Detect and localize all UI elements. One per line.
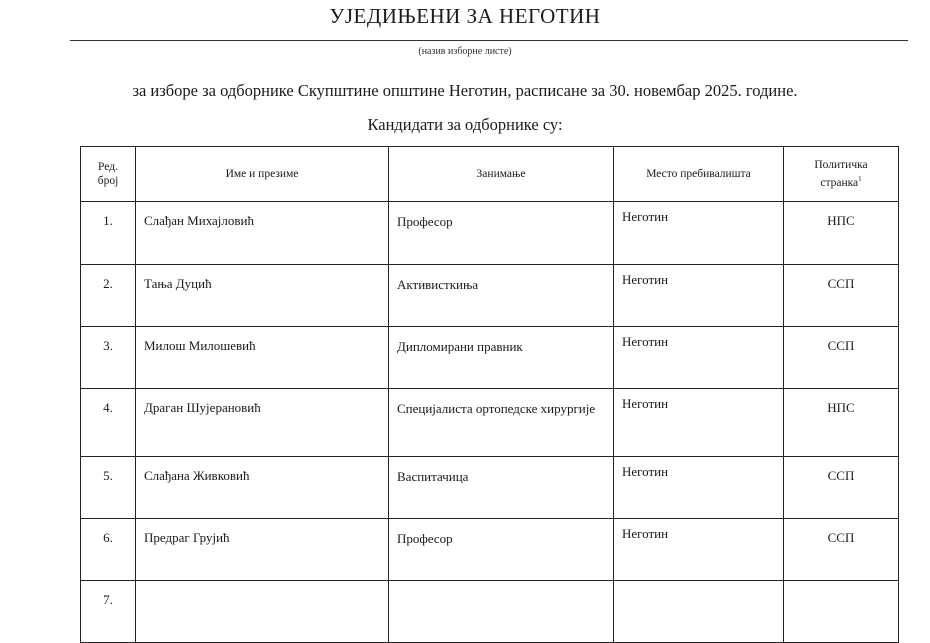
cell-name xyxy=(136,581,389,643)
cell-number: 7. xyxy=(81,581,136,643)
header-occupation: Занимање xyxy=(389,147,614,202)
table-row xyxy=(81,265,899,327)
header-name: Име и презиме xyxy=(136,147,389,202)
cell-occupation: Васпитачица xyxy=(389,457,614,519)
table-row xyxy=(81,327,899,389)
header-number xyxy=(81,147,136,202)
cell-number: 2. xyxy=(81,265,136,327)
cell-party: ССП xyxy=(784,327,899,389)
cell-party: НПС xyxy=(784,202,899,265)
candidates-table xyxy=(80,146,899,643)
table-header-row xyxy=(81,147,899,202)
cell-residence: Неготин xyxy=(614,202,784,265)
cell-party: ССП xyxy=(784,265,899,327)
table-row xyxy=(81,519,899,581)
list-title: УЈЕДИЊЕНИ ЗА НЕГОТИН xyxy=(329,4,601,28)
header-party-label: странка xyxy=(820,176,859,189)
title-underline xyxy=(70,40,908,41)
cell-number: 6. xyxy=(81,519,136,581)
cell-occupation: Дипломирани правник xyxy=(389,327,614,389)
cell-occupation xyxy=(389,581,614,643)
cell-number: 4. xyxy=(81,389,136,457)
cell-residence xyxy=(614,581,784,643)
header-number-line2: број xyxy=(97,175,119,187)
election-intro: за изборе за одборнике Скупштине општине Неготин, расписане за 30. новембар 2025. године. xyxy=(132,81,798,100)
cell-residence: Неготин xyxy=(614,519,784,581)
cell-occupation: Професор xyxy=(389,519,614,581)
cell-name: Тања Дуцић xyxy=(136,265,389,327)
header-party-line2 xyxy=(785,172,897,190)
cell-name: Предраг Грујић xyxy=(136,519,389,581)
cell-name: Драган Шујерановић xyxy=(136,389,389,457)
cell-party: ССП xyxy=(784,519,899,581)
header-residence: Место пребивалишта xyxy=(614,147,784,202)
cell-name: Слађан Михајловић xyxy=(136,202,389,265)
cell-party: НПС xyxy=(784,389,899,457)
cell-number: 1. xyxy=(81,202,136,265)
cell-party: ССП xyxy=(784,457,899,519)
table-row xyxy=(81,202,899,265)
cell-name: Слађана Живковић xyxy=(136,457,389,519)
header-party xyxy=(784,147,899,202)
cell-number: 5. xyxy=(81,457,136,519)
cell-residence: Неготин xyxy=(614,457,784,519)
cell-residence: Неготин xyxy=(614,265,784,327)
table-row xyxy=(81,457,899,519)
list-name-caption: (назив изборне листе) xyxy=(418,46,512,57)
footnote-marker: 1 xyxy=(858,175,862,184)
header-party-line1: Политичка xyxy=(814,159,868,172)
cell-residence: Неготин xyxy=(614,389,784,457)
table-row xyxy=(81,389,899,457)
cell-occupation: Активисткиња xyxy=(389,265,614,327)
cell-residence: Неготин xyxy=(614,327,784,389)
cell-number: 3. xyxy=(81,327,136,389)
cell-party xyxy=(784,581,899,643)
table-row xyxy=(81,581,899,643)
candidates-heading: Кандидати за одборнике су: xyxy=(367,115,563,134)
header-number-line1: Ред. xyxy=(98,161,118,173)
cell-occupation: Специјалиста ортопедске хирургије xyxy=(389,389,614,457)
cell-occupation: Професор xyxy=(389,202,614,265)
cell-name: Милош Милошевић xyxy=(136,327,389,389)
